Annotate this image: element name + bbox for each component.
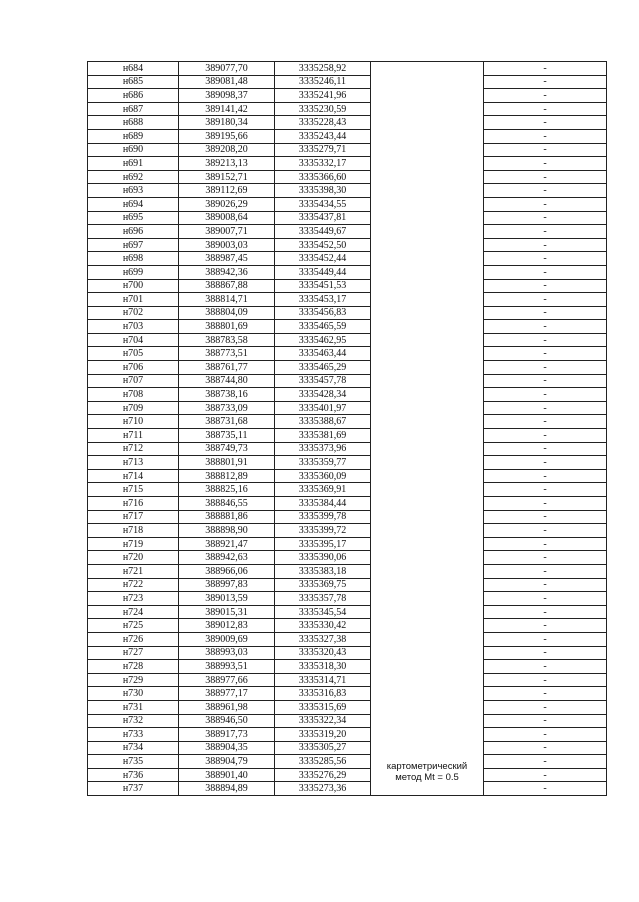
point-name-cell: н719 bbox=[88, 537, 179, 551]
x-coordinate-cell: 388773,51 bbox=[179, 347, 275, 361]
table-row bbox=[88, 75, 607, 89]
y-coordinate-cell: 3335384,44 bbox=[275, 497, 371, 511]
y-coordinate-cell: 3335449,44 bbox=[275, 265, 371, 279]
x-coordinate-cell: 388846,55 bbox=[179, 497, 275, 511]
y-coordinate-cell: 3335369,75 bbox=[275, 578, 371, 592]
x-coordinate-cell: 388987,45 bbox=[179, 252, 275, 266]
note-cell: - bbox=[484, 619, 607, 633]
table-row bbox=[88, 510, 607, 524]
table-row bbox=[88, 415, 607, 429]
note-cell: - bbox=[484, 388, 607, 402]
x-coordinate-cell: 388917,73 bbox=[179, 728, 275, 742]
table-row bbox=[88, 320, 607, 334]
note-cell: - bbox=[484, 75, 607, 89]
y-coordinate-cell: 3335314,71 bbox=[275, 673, 371, 687]
x-coordinate-cell: 388881,86 bbox=[179, 510, 275, 524]
note-cell: - bbox=[484, 170, 607, 184]
point-name-cell: н717 bbox=[88, 510, 179, 524]
x-coordinate-cell: 389012,83 bbox=[179, 619, 275, 633]
note-cell: - bbox=[484, 646, 607, 660]
note-cell: - bbox=[484, 157, 607, 171]
x-coordinate-cell: 389026,29 bbox=[179, 197, 275, 211]
x-coordinate-cell: 388749,73 bbox=[179, 442, 275, 456]
table-row bbox=[88, 361, 607, 375]
note-cell: - bbox=[484, 211, 607, 225]
note-cell: - bbox=[484, 333, 607, 347]
table-row bbox=[88, 184, 607, 198]
point-name-cell: н712 bbox=[88, 442, 179, 456]
y-coordinate-cell: 3335332,17 bbox=[275, 157, 371, 171]
point-name-cell: н710 bbox=[88, 415, 179, 429]
y-coordinate-cell: 3335357,78 bbox=[275, 592, 371, 606]
table-row bbox=[88, 211, 607, 225]
x-coordinate-cell: 388761,77 bbox=[179, 361, 275, 375]
table-row bbox=[88, 700, 607, 714]
y-coordinate-cell: 3335462,95 bbox=[275, 333, 371, 347]
note-cell: - bbox=[484, 89, 607, 103]
y-coordinate-cell: 3335399,78 bbox=[275, 510, 371, 524]
y-coordinate-cell: 3335434,55 bbox=[275, 197, 371, 211]
note-cell: - bbox=[484, 184, 607, 198]
point-name-cell: н707 bbox=[88, 374, 179, 388]
y-coordinate-cell: 3335457,78 bbox=[275, 374, 371, 388]
table-row bbox=[88, 62, 607, 76]
note-cell: - bbox=[484, 768, 607, 782]
point-name-cell: н720 bbox=[88, 551, 179, 565]
table-row bbox=[88, 225, 607, 239]
table-row bbox=[88, 483, 607, 497]
y-coordinate-cell: 3335373,96 bbox=[275, 442, 371, 456]
y-coordinate-cell: 3335428,34 bbox=[275, 388, 371, 402]
table-row bbox=[88, 279, 607, 293]
note-cell: - bbox=[484, 714, 607, 728]
table-row bbox=[88, 768, 607, 782]
point-name-cell: н706 bbox=[88, 361, 179, 375]
note-cell: - bbox=[484, 293, 607, 307]
x-coordinate-cell: 388997,83 bbox=[179, 578, 275, 592]
note-cell: - bbox=[484, 197, 607, 211]
method-line-2: метод Mt = 0.5 bbox=[395, 772, 459, 784]
note-cell: - bbox=[484, 102, 607, 116]
point-name-cell: н689 bbox=[88, 129, 179, 143]
x-coordinate-cell: 388961,98 bbox=[179, 700, 275, 714]
y-coordinate-cell: 3335452,44 bbox=[275, 252, 371, 266]
x-coordinate-cell: 388812,89 bbox=[179, 469, 275, 483]
point-name-cell: н714 bbox=[88, 469, 179, 483]
point-name-cell: н709 bbox=[88, 401, 179, 415]
point-name-cell: н722 bbox=[88, 578, 179, 592]
table-row bbox=[88, 116, 607, 130]
y-coordinate-cell: 3335449,67 bbox=[275, 225, 371, 239]
point-name-cell: н690 bbox=[88, 143, 179, 157]
y-coordinate-cell: 3335465,29 bbox=[275, 361, 371, 375]
x-coordinate-cell: 388801,91 bbox=[179, 456, 275, 470]
x-coordinate-cell: 389213,13 bbox=[179, 157, 275, 171]
note-cell: - bbox=[484, 578, 607, 592]
point-name-cell: н727 bbox=[88, 646, 179, 660]
x-coordinate-cell: 388801,69 bbox=[179, 320, 275, 334]
point-name-cell: н716 bbox=[88, 497, 179, 511]
y-coordinate-cell: 3335359,77 bbox=[275, 456, 371, 470]
y-coordinate-cell: 3335320,43 bbox=[275, 646, 371, 660]
point-name-cell: н697 bbox=[88, 238, 179, 252]
table-row bbox=[88, 578, 607, 592]
point-name-cell: н698 bbox=[88, 252, 179, 266]
point-name-cell: н685 bbox=[88, 75, 179, 89]
point-name-cell: н692 bbox=[88, 170, 179, 184]
note-cell: - bbox=[484, 429, 607, 443]
table-row bbox=[88, 293, 607, 307]
note-cell: - bbox=[484, 483, 607, 497]
x-coordinate-cell: 388993,03 bbox=[179, 646, 275, 660]
point-name-cell: н733 bbox=[88, 728, 179, 742]
note-cell: - bbox=[484, 673, 607, 687]
x-coordinate-cell: 389077,70 bbox=[179, 62, 275, 76]
x-coordinate-cell: 389081,48 bbox=[179, 75, 275, 89]
point-name-cell: н730 bbox=[88, 687, 179, 701]
x-coordinate-cell: 388731,68 bbox=[179, 415, 275, 429]
note-cell: - bbox=[484, 700, 607, 714]
x-coordinate-cell: 388942,36 bbox=[179, 265, 275, 279]
x-coordinate-cell: 388735,11 bbox=[179, 429, 275, 443]
x-coordinate-cell: 388898,90 bbox=[179, 524, 275, 538]
table-row bbox=[88, 456, 607, 470]
x-coordinate-cell: 389008,64 bbox=[179, 211, 275, 225]
note-cell: - bbox=[484, 238, 607, 252]
table-row bbox=[88, 632, 607, 646]
x-coordinate-cell: 389007,71 bbox=[179, 225, 275, 239]
table-row bbox=[88, 755, 607, 769]
x-coordinate-cell: 388993,51 bbox=[179, 660, 275, 674]
point-name-cell: н699 bbox=[88, 265, 179, 279]
x-coordinate-cell: 389015,31 bbox=[179, 605, 275, 619]
note-cell: - bbox=[484, 632, 607, 646]
note-cell: - bbox=[484, 320, 607, 334]
point-name-cell: н724 bbox=[88, 605, 179, 619]
note-cell: - bbox=[484, 347, 607, 361]
x-coordinate-cell: 388867,88 bbox=[179, 279, 275, 293]
note-cell: - bbox=[484, 415, 607, 429]
point-name-cell: н701 bbox=[88, 293, 179, 307]
point-name-cell: н687 bbox=[88, 102, 179, 116]
y-coordinate-cell: 3335383,18 bbox=[275, 564, 371, 578]
x-coordinate-cell: 388977,17 bbox=[179, 687, 275, 701]
note-cell: - bbox=[484, 143, 607, 157]
point-name-cell: н691 bbox=[88, 157, 179, 171]
y-coordinate-cell: 3335399,72 bbox=[275, 524, 371, 538]
x-coordinate-cell: 388744,80 bbox=[179, 374, 275, 388]
point-name-cell: н695 bbox=[88, 211, 179, 225]
point-name-cell: н703 bbox=[88, 320, 179, 334]
coordinates-table-body bbox=[88, 62, 607, 796]
note-cell: - bbox=[484, 306, 607, 320]
note-cell: - bbox=[484, 374, 607, 388]
point-name-cell: н725 bbox=[88, 619, 179, 633]
note-cell: - bbox=[484, 605, 607, 619]
y-coordinate-cell: 3335465,59 bbox=[275, 320, 371, 334]
table-row bbox=[88, 265, 607, 279]
point-name-cell: н684 bbox=[88, 62, 179, 76]
point-name-cell: н713 bbox=[88, 456, 179, 470]
point-name-cell: н728 bbox=[88, 660, 179, 674]
note-cell: - bbox=[484, 537, 607, 551]
note-cell: - bbox=[484, 728, 607, 742]
x-coordinate-cell: 389208,20 bbox=[179, 143, 275, 157]
table-row bbox=[88, 728, 607, 742]
table-row bbox=[88, 741, 607, 755]
point-name-cell: н737 bbox=[88, 782, 179, 796]
point-name-cell: н693 bbox=[88, 184, 179, 198]
y-coordinate-cell: 3335366,60 bbox=[275, 170, 371, 184]
table-row bbox=[88, 537, 607, 551]
x-coordinate-cell: 388904,79 bbox=[179, 755, 275, 769]
point-name-cell: н731 bbox=[88, 700, 179, 714]
note-cell: - bbox=[484, 741, 607, 755]
y-coordinate-cell: 3335330,42 bbox=[275, 619, 371, 633]
x-coordinate-cell: 388738,16 bbox=[179, 388, 275, 402]
y-coordinate-cell: 3335401,97 bbox=[275, 401, 371, 415]
y-coordinate-cell: 3335279,71 bbox=[275, 143, 371, 157]
point-name-cell: н715 bbox=[88, 483, 179, 497]
table-row bbox=[88, 197, 607, 211]
table-row bbox=[88, 673, 607, 687]
table-row bbox=[88, 442, 607, 456]
table-row bbox=[88, 782, 607, 796]
point-name-cell: н726 bbox=[88, 632, 179, 646]
y-coordinate-cell: 3335243,44 bbox=[275, 129, 371, 143]
x-coordinate-cell: 389009,69 bbox=[179, 632, 275, 646]
x-coordinate-cell: 388921,47 bbox=[179, 537, 275, 551]
point-name-cell: н694 bbox=[88, 197, 179, 211]
y-coordinate-cell: 3335316,83 bbox=[275, 687, 371, 701]
y-coordinate-cell: 3335230,59 bbox=[275, 102, 371, 116]
note-cell: - bbox=[484, 116, 607, 130]
y-coordinate-cell: 3335318,30 bbox=[275, 660, 371, 674]
y-coordinate-cell: 3335381,69 bbox=[275, 429, 371, 443]
table-row bbox=[88, 564, 607, 578]
point-name-cell: н704 bbox=[88, 333, 179, 347]
note-cell: - bbox=[484, 510, 607, 524]
method-line-1: картометрический bbox=[386, 761, 468, 773]
point-name-cell: н723 bbox=[88, 592, 179, 606]
note-cell: - bbox=[484, 456, 607, 470]
table-row bbox=[88, 374, 607, 388]
x-coordinate-cell: 388966,06 bbox=[179, 564, 275, 578]
note-cell: - bbox=[484, 660, 607, 674]
y-coordinate-cell: 3335398,30 bbox=[275, 184, 371, 198]
x-coordinate-cell: 389112,69 bbox=[179, 184, 275, 198]
point-name-cell: н711 bbox=[88, 429, 179, 443]
x-coordinate-cell: 389098,37 bbox=[179, 89, 275, 103]
x-coordinate-cell: 389180,34 bbox=[179, 116, 275, 130]
x-coordinate-cell: 388804,09 bbox=[179, 306, 275, 320]
point-name-cell: н735 bbox=[88, 755, 179, 769]
table-row bbox=[88, 551, 607, 565]
table-row bbox=[88, 157, 607, 171]
x-coordinate-cell: 388783,58 bbox=[179, 333, 275, 347]
y-coordinate-cell: 3335388,67 bbox=[275, 415, 371, 429]
point-name-cell: н718 bbox=[88, 524, 179, 538]
table-row bbox=[88, 306, 607, 320]
table-row bbox=[88, 605, 607, 619]
y-coordinate-cell: 3335369,91 bbox=[275, 483, 371, 497]
note-cell: - bbox=[484, 755, 607, 769]
y-coordinate-cell: 3335451,53 bbox=[275, 279, 371, 293]
point-name-cell: н729 bbox=[88, 673, 179, 687]
note-cell: - bbox=[484, 225, 607, 239]
table-row bbox=[88, 660, 607, 674]
x-coordinate-cell: 388901,40 bbox=[179, 768, 275, 782]
x-coordinate-cell: 388946,50 bbox=[179, 714, 275, 728]
x-coordinate-cell: 389003,03 bbox=[179, 238, 275, 252]
table-row bbox=[88, 89, 607, 103]
table-row bbox=[88, 388, 607, 402]
y-coordinate-cell: 3335276,29 bbox=[275, 768, 371, 782]
note-cell: - bbox=[484, 592, 607, 606]
note-cell: - bbox=[484, 62, 607, 76]
table-row bbox=[88, 333, 607, 347]
y-coordinate-cell: 3335345,54 bbox=[275, 605, 371, 619]
table-row bbox=[88, 429, 607, 443]
note-cell: - bbox=[484, 129, 607, 143]
note-cell: - bbox=[484, 279, 607, 293]
y-coordinate-cell: 3335273,36 bbox=[275, 782, 371, 796]
y-coordinate-cell: 3335390,06 bbox=[275, 551, 371, 565]
note-cell: - bbox=[484, 524, 607, 538]
table-row bbox=[88, 592, 607, 606]
table-row bbox=[88, 102, 607, 116]
x-coordinate-cell: 388894,89 bbox=[179, 782, 275, 796]
x-coordinate-cell: 388733,09 bbox=[179, 401, 275, 415]
table-row bbox=[88, 687, 607, 701]
note-cell: - bbox=[484, 252, 607, 266]
table-row bbox=[88, 238, 607, 252]
note-cell: - bbox=[484, 497, 607, 511]
table-row bbox=[88, 401, 607, 415]
note-cell: - bbox=[484, 551, 607, 565]
table-row bbox=[88, 497, 607, 511]
y-coordinate-cell: 3335452,50 bbox=[275, 238, 371, 252]
x-coordinate-cell: 389141,42 bbox=[179, 102, 275, 116]
x-coordinate-cell: 389152,71 bbox=[179, 170, 275, 184]
table-row bbox=[88, 170, 607, 184]
x-coordinate-cell: 389013,59 bbox=[179, 592, 275, 606]
y-coordinate-cell: 3335395,17 bbox=[275, 537, 371, 551]
note-cell: - bbox=[484, 265, 607, 279]
note-cell: - bbox=[484, 564, 607, 578]
y-coordinate-cell: 3335319,20 bbox=[275, 728, 371, 742]
y-coordinate-cell: 3335258,92 bbox=[275, 62, 371, 76]
y-coordinate-cell: 3335285,56 bbox=[275, 755, 371, 769]
table-row bbox=[88, 469, 607, 483]
x-coordinate-cell: 388942,63 bbox=[179, 551, 275, 565]
y-coordinate-cell: 3335327,38 bbox=[275, 632, 371, 646]
method-cell bbox=[371, 62, 484, 796]
table-row bbox=[88, 646, 607, 660]
table-row bbox=[88, 619, 607, 633]
point-name-cell: н688 bbox=[88, 116, 179, 130]
point-name-cell: н696 bbox=[88, 225, 179, 239]
point-name-cell: н686 bbox=[88, 89, 179, 103]
note-cell: - bbox=[484, 361, 607, 375]
note-cell: - bbox=[484, 442, 607, 456]
y-coordinate-cell: 3335360,09 bbox=[275, 469, 371, 483]
coordinates-table bbox=[87, 61, 607, 796]
table-row bbox=[88, 252, 607, 266]
point-name-cell: н702 bbox=[88, 306, 179, 320]
table-row bbox=[88, 524, 607, 538]
point-name-cell: н721 bbox=[88, 564, 179, 578]
note-cell: - bbox=[484, 782, 607, 796]
x-coordinate-cell: 388904,35 bbox=[179, 741, 275, 755]
note-cell: - bbox=[484, 469, 607, 483]
point-name-cell: н705 bbox=[88, 347, 179, 361]
y-coordinate-cell: 3335456,83 bbox=[275, 306, 371, 320]
y-coordinate-cell: 3335437,81 bbox=[275, 211, 371, 225]
x-coordinate-cell: 388814,71 bbox=[179, 293, 275, 307]
y-coordinate-cell: 3335241,96 bbox=[275, 89, 371, 103]
table-row bbox=[88, 347, 607, 361]
table-row bbox=[88, 143, 607, 157]
point-name-cell: н700 bbox=[88, 279, 179, 293]
note-cell: - bbox=[484, 401, 607, 415]
note-cell: - bbox=[484, 687, 607, 701]
y-coordinate-cell: 3335322,34 bbox=[275, 714, 371, 728]
x-coordinate-cell: 388977,66 bbox=[179, 673, 275, 687]
point-name-cell: н708 bbox=[88, 388, 179, 402]
x-coordinate-cell: 389195,66 bbox=[179, 129, 275, 143]
y-coordinate-cell: 3335315,69 bbox=[275, 700, 371, 714]
y-coordinate-cell: 3335453,17 bbox=[275, 293, 371, 307]
table-row bbox=[88, 714, 607, 728]
table-row bbox=[88, 129, 607, 143]
y-coordinate-cell: 3335305,27 bbox=[275, 741, 371, 755]
point-name-cell: н734 bbox=[88, 741, 179, 755]
y-coordinate-cell: 3335246,11 bbox=[275, 75, 371, 89]
y-coordinate-cell: 3335228,43 bbox=[275, 116, 371, 130]
y-coordinate-cell: 3335463,44 bbox=[275, 347, 371, 361]
point-name-cell: н732 bbox=[88, 714, 179, 728]
x-coordinate-cell: 388825,16 bbox=[179, 483, 275, 497]
point-name-cell: н736 bbox=[88, 768, 179, 782]
